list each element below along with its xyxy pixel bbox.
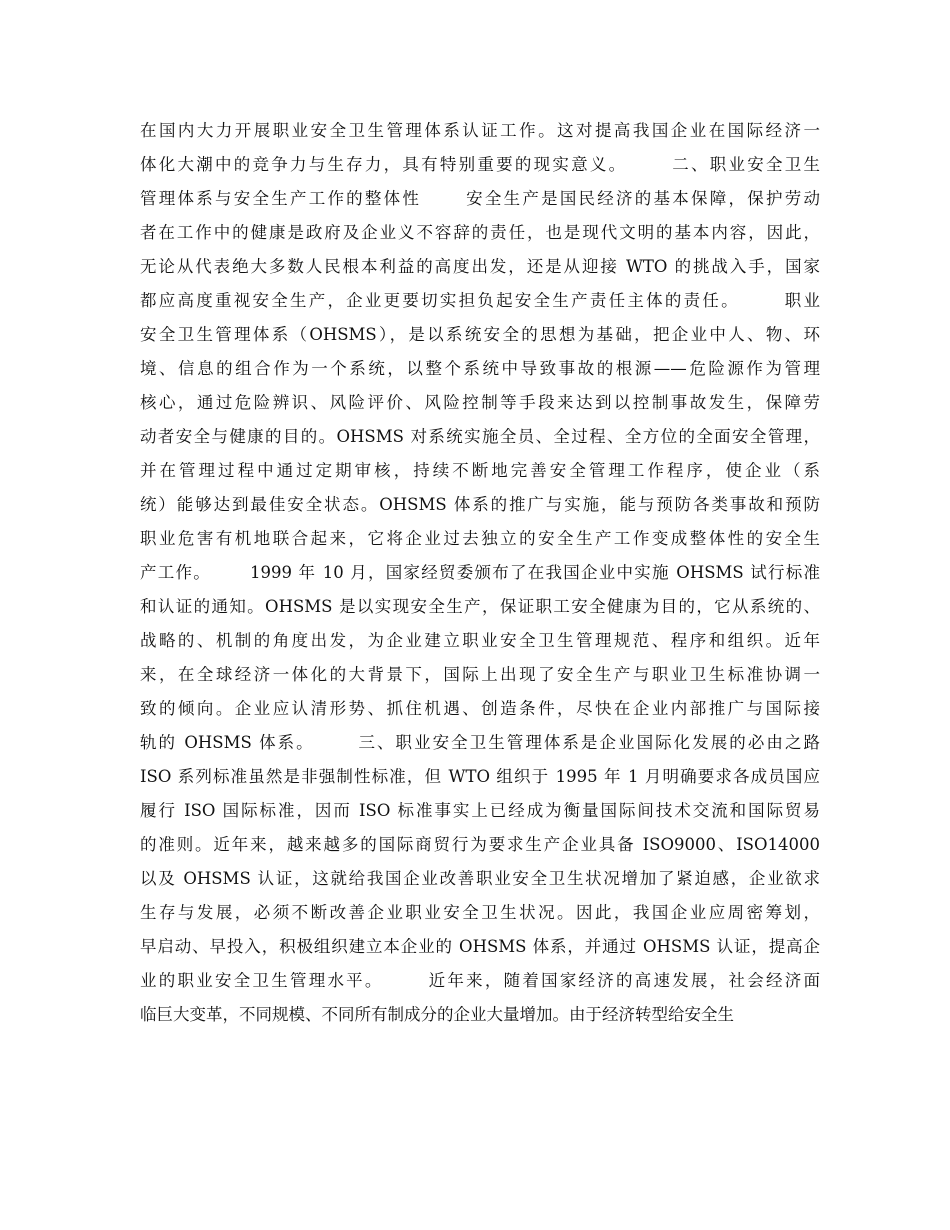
text-line: 业的职业安全卫生管理水平。 近年来，随着国家经济的高速发展，社会经济面 [140,971,820,990]
text-line: 产工作。 1999 年 10 月，国家经贸委颁布了在我国企业中实施 OHSMS 试行标准 [140,563,820,582]
text-line: 轨的 OHSMS 体系。 三、职业安全卫生管理体系是企业国际化发展的必由之路 [140,733,820,752]
text-line: 都应高度重视安全生产，企业更要切实担负起安全生产责任主体的责任。 职业 [140,291,820,310]
text-line: 核心，通过危险辨识、风险评价、风险控制等手段来达到以控制事故发生，保障劳 [140,393,820,412]
text-line: 以及 OHSMS 认证，这就给我国企业改善职业安全卫生状况增加了紧迫感，企业欲求 [140,869,820,888]
text-line: 生存与发展，必须不断改善企业职业安全卫生状况。因此，我国企业应周密筹划， [140,903,820,922]
text-line: 履行 ISO 国际标准，因而 ISO 标准事实上已经成为衡量国际间技术交流和国际贸易 [140,801,820,820]
text-line: 安全卫生管理体系（OHSMS），是以系统安全的思想为基础，把企业中人、物、环 [140,325,820,344]
text-line: 动者安全与健康的目的。OHSMS 对系统实施全员、全过程、全方位的全面安全管理， [140,427,820,446]
text-line: 和认证的通知。OHSMS 是以实现安全生产，保证职工安全健康为目的，它从系统的、 [140,597,820,616]
text-line: 统）能够达到最佳安全状态。OHSMS 体系的推广与实施，能与预防各类事故和预防 [140,495,820,514]
text-line: 无论从代表绝大多数人民根本利益的高度出发，还是从迎接 WTO 的挑战入手，国家 [140,257,820,276]
text-line: 境、信息的组合作为一个系统，以整个系统中导致事故的根源——危险源作为管理 [140,359,820,378]
text-line: 的准则。近年来，越来越多的国际商贸行为要求生产企业具备 ISO9000、ISO14000 [140,835,820,854]
text-line: 致的倾向。企业应认清形势、抓住机遇、创造条件，尽快在企业内部推广与国际接 [140,699,820,718]
text-line: 早启动、早投入，积极组织建立本企业的 OHSMS 体系，并通过 OHSMS 认证，提高企 [140,937,820,956]
text-line: 并在管理过程中通过定期审核，持续不断地完善安全管理工作程序，使企业（系 [140,461,820,480]
text-line: ISO 系列标准虽然是非强制性标准，但 WTO 组织于 1995 年 1 月明确要求各成员国应 [140,767,820,786]
text-line: 在国内大力开展职业安全卫生管理体系认证工作。这对提高我国企业在国际经济一 [140,121,820,140]
text-line: 职业危害有机地联合起来，它将企业过去独立的安全生产工作变成整体性的安全生 [140,529,820,548]
text-line: 管理体系与安全生产工作的整体性 安全生产是国民经济的基本保障，保护劳动 [140,189,820,208]
text-line: 体化大潮中的竞争力与生存力，具有特别重要的现实意义。 二、职业安全卫生 [140,155,820,174]
text-line: 战略的、机制的角度出发，为企业建立职业安全卫生管理规范、程序和组织。近年 [140,631,820,650]
text-line: 来，在全球经济一体化的大背景下，国际上出现了安全生产与职业卫生标准协调一 [140,665,820,684]
text-line: 者在工作中的健康是政府及企业义不容辞的责任，也是现代文明的基本内容，因此， [140,223,820,242]
text-line: 临巨大变革，不同规模、不同所有制成分的企业大量增加。由于经济转型给安全生 [140,1005,734,1024]
body-text [140,114,820,1032]
